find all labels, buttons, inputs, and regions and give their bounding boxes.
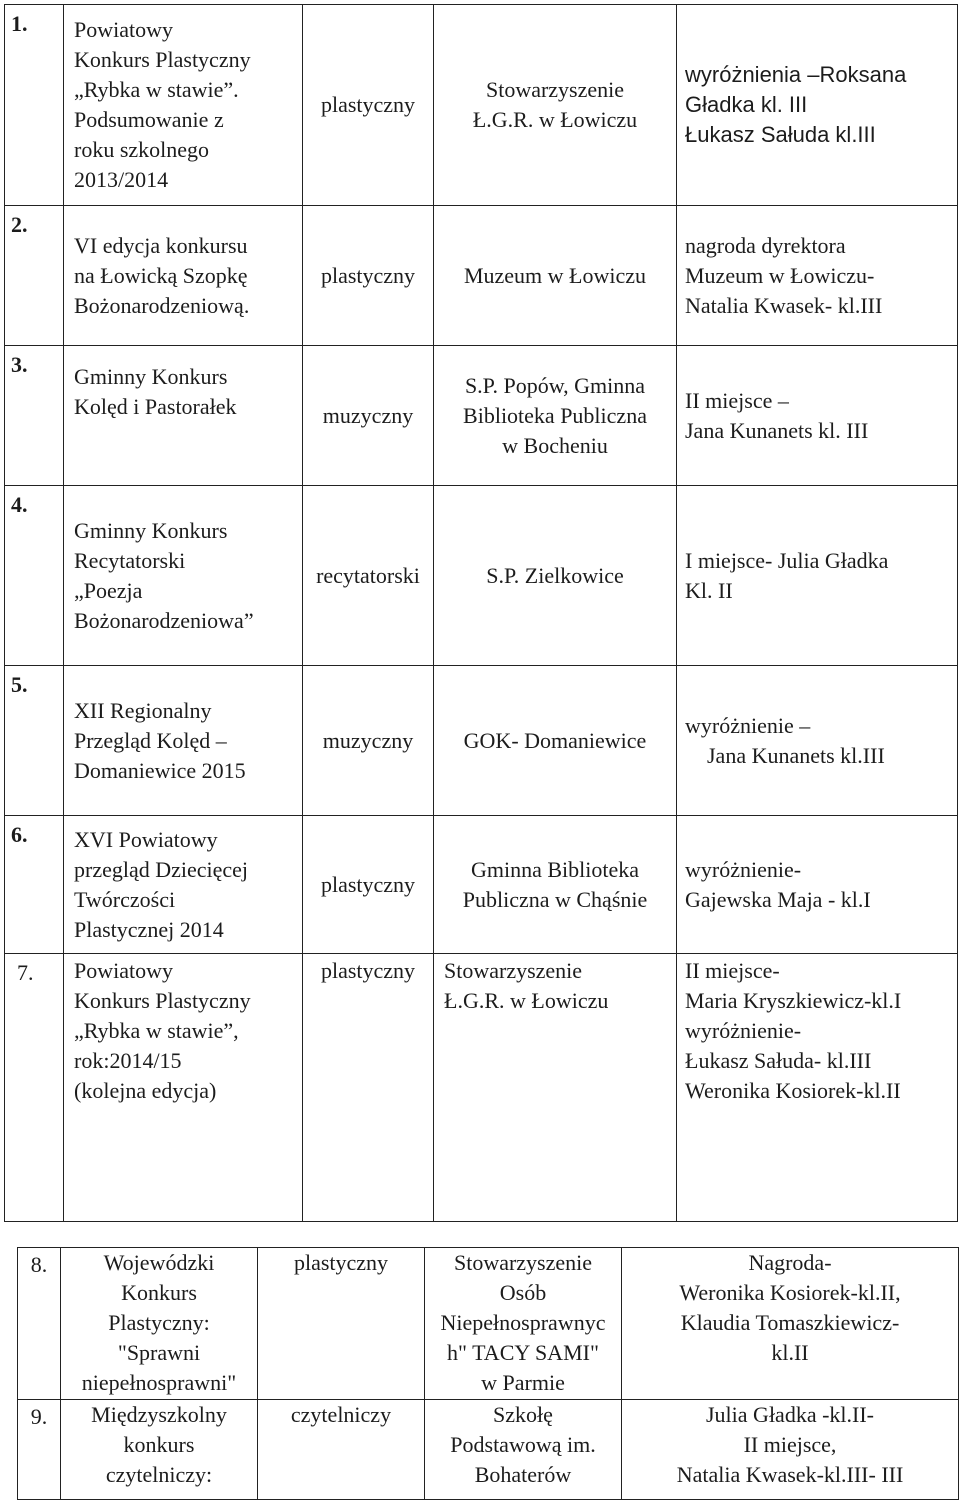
result: Nagroda- Weronika Kosiorek-kl.II, Klaudia Tomaszkiewicz- kl.II — [622, 1248, 959, 1400]
row-number: 7. — [5, 954, 64, 1222]
contest-name: Gminny Konkurs Kolęd i Pastorałek — [64, 346, 303, 486]
table-row-6 — [5, 816, 958, 954]
contest-type: plastyczny — [303, 816, 434, 954]
table-row-1 — [5, 5, 958, 206]
result: I miejsce- Julia Gładka Kl. II — [677, 486, 958, 666]
contest-type: czytelniczy — [258, 1400, 425, 1500]
result: II miejsce- Maria Kryszkiewicz-kl.I wyróżnienie- Łukasz Sałuda- kl.III Weronika Kosiorek-kl.II — [677, 954, 958, 1222]
organizer: Stowarzyszenie Ł.G.R. w Łowiczu — [434, 954, 677, 1222]
table-row-7 — [5, 954, 958, 1222]
result: wyróżnienie- Gajewska Maja - kl.I — [677, 816, 958, 954]
contest-name: Międzyszkolny konkurs czytelniczy: — [61, 1400, 258, 1500]
contest-type: plastyczny — [258, 1248, 425, 1400]
organizer: S.P. Zielkowice — [434, 486, 677, 666]
contest-type: recytatorski — [303, 486, 434, 666]
row-number: 6. — [5, 816, 64, 954]
result: wyróżnienia –Roksana Gładka kl. III Łukasz Sałuda kl.III — [677, 5, 958, 206]
contest-name: Powiatowy Konkurs Plastyczny „Rybka w stawie”. Podsumowanie z roku szkolnego 2013/2014 — [64, 5, 303, 206]
contest-type: muzyczny — [303, 666, 434, 816]
table-row-9 — [18, 1400, 959, 1500]
organizer: Stowarzyszenie Ł.G.R. w Łowiczu — [434, 5, 677, 206]
result: II miejsce – Jana Kunanets kl. III — [677, 346, 958, 486]
contest-type: plastyczny — [303, 206, 434, 346]
row-number: 8. — [18, 1248, 61, 1400]
organizer: GOK- Domaniewice — [434, 666, 677, 816]
result: Julia Gładka -kl.II- II miejsce, Natalia Kwasek-kl.III- III — [622, 1400, 959, 1500]
table-row-8 — [18, 1248, 959, 1400]
organizer: Stowarzyszenie Osób Niepełnosprawnyc h" TACY SAMI" w Parmie — [425, 1248, 622, 1400]
contest-name: Wojewódzki Konkurs Plastyczny: "Sprawni niepełnosprawni" — [61, 1248, 258, 1400]
organizer: Gminna Biblioteka Publiczna w Chąśnie — [434, 816, 677, 954]
table-row-5 — [5, 666, 958, 816]
result: nagroda dyrektora Muzeum w Łowiczu- Natalia Kwasek- kl.III — [677, 206, 958, 346]
results-table-top — [4, 4, 958, 1222]
organizer: Muzeum w Łowiczu — [434, 206, 677, 346]
row-number: 9. — [18, 1400, 61, 1500]
contest-type: plastyczny — [303, 5, 434, 206]
organizer: Szkołę Podstawową im. Bohaterów — [425, 1400, 622, 1500]
table-row-2 — [5, 206, 958, 346]
contest-name: XVI Powiatowy przegląd Dziecięcej Twórczości Plastycznej 2014 — [64, 816, 303, 954]
result: wyróżnienie – Jana Kunanets kl.III — [677, 666, 958, 816]
row-number: 1. — [5, 5, 64, 206]
table-row-4 — [5, 486, 958, 666]
row-number: 4. — [5, 486, 64, 666]
results-table-bottom — [17, 1247, 959, 1500]
contest-name: VI edycja konkursu na Łowicką Szopkę Bożonarodzeniową. — [64, 206, 303, 346]
table-row-3 — [5, 346, 958, 486]
contest-name: Powiatowy Konkurs Plastyczny „Rybka w stawie”, rok:2014/15 (kolejna edycja) — [64, 954, 303, 1222]
contest-name: Gminny Konkurs Recytatorski „Poezja Bożonarodzeniowa” — [64, 486, 303, 666]
row-number: 5. — [5, 666, 64, 816]
row-number: 3. — [5, 346, 64, 486]
contest-name: XII Regionalny Przegląd Kolęd – Domaniewice 2015 — [64, 666, 303, 816]
row-number: 2. — [5, 206, 64, 346]
contest-type: plastyczny — [303, 954, 434, 1222]
organizer: S.P. Popów, Gminna Biblioteka Publiczna w Bocheniu — [434, 346, 677, 486]
contest-type: muzyczny — [303, 346, 434, 486]
